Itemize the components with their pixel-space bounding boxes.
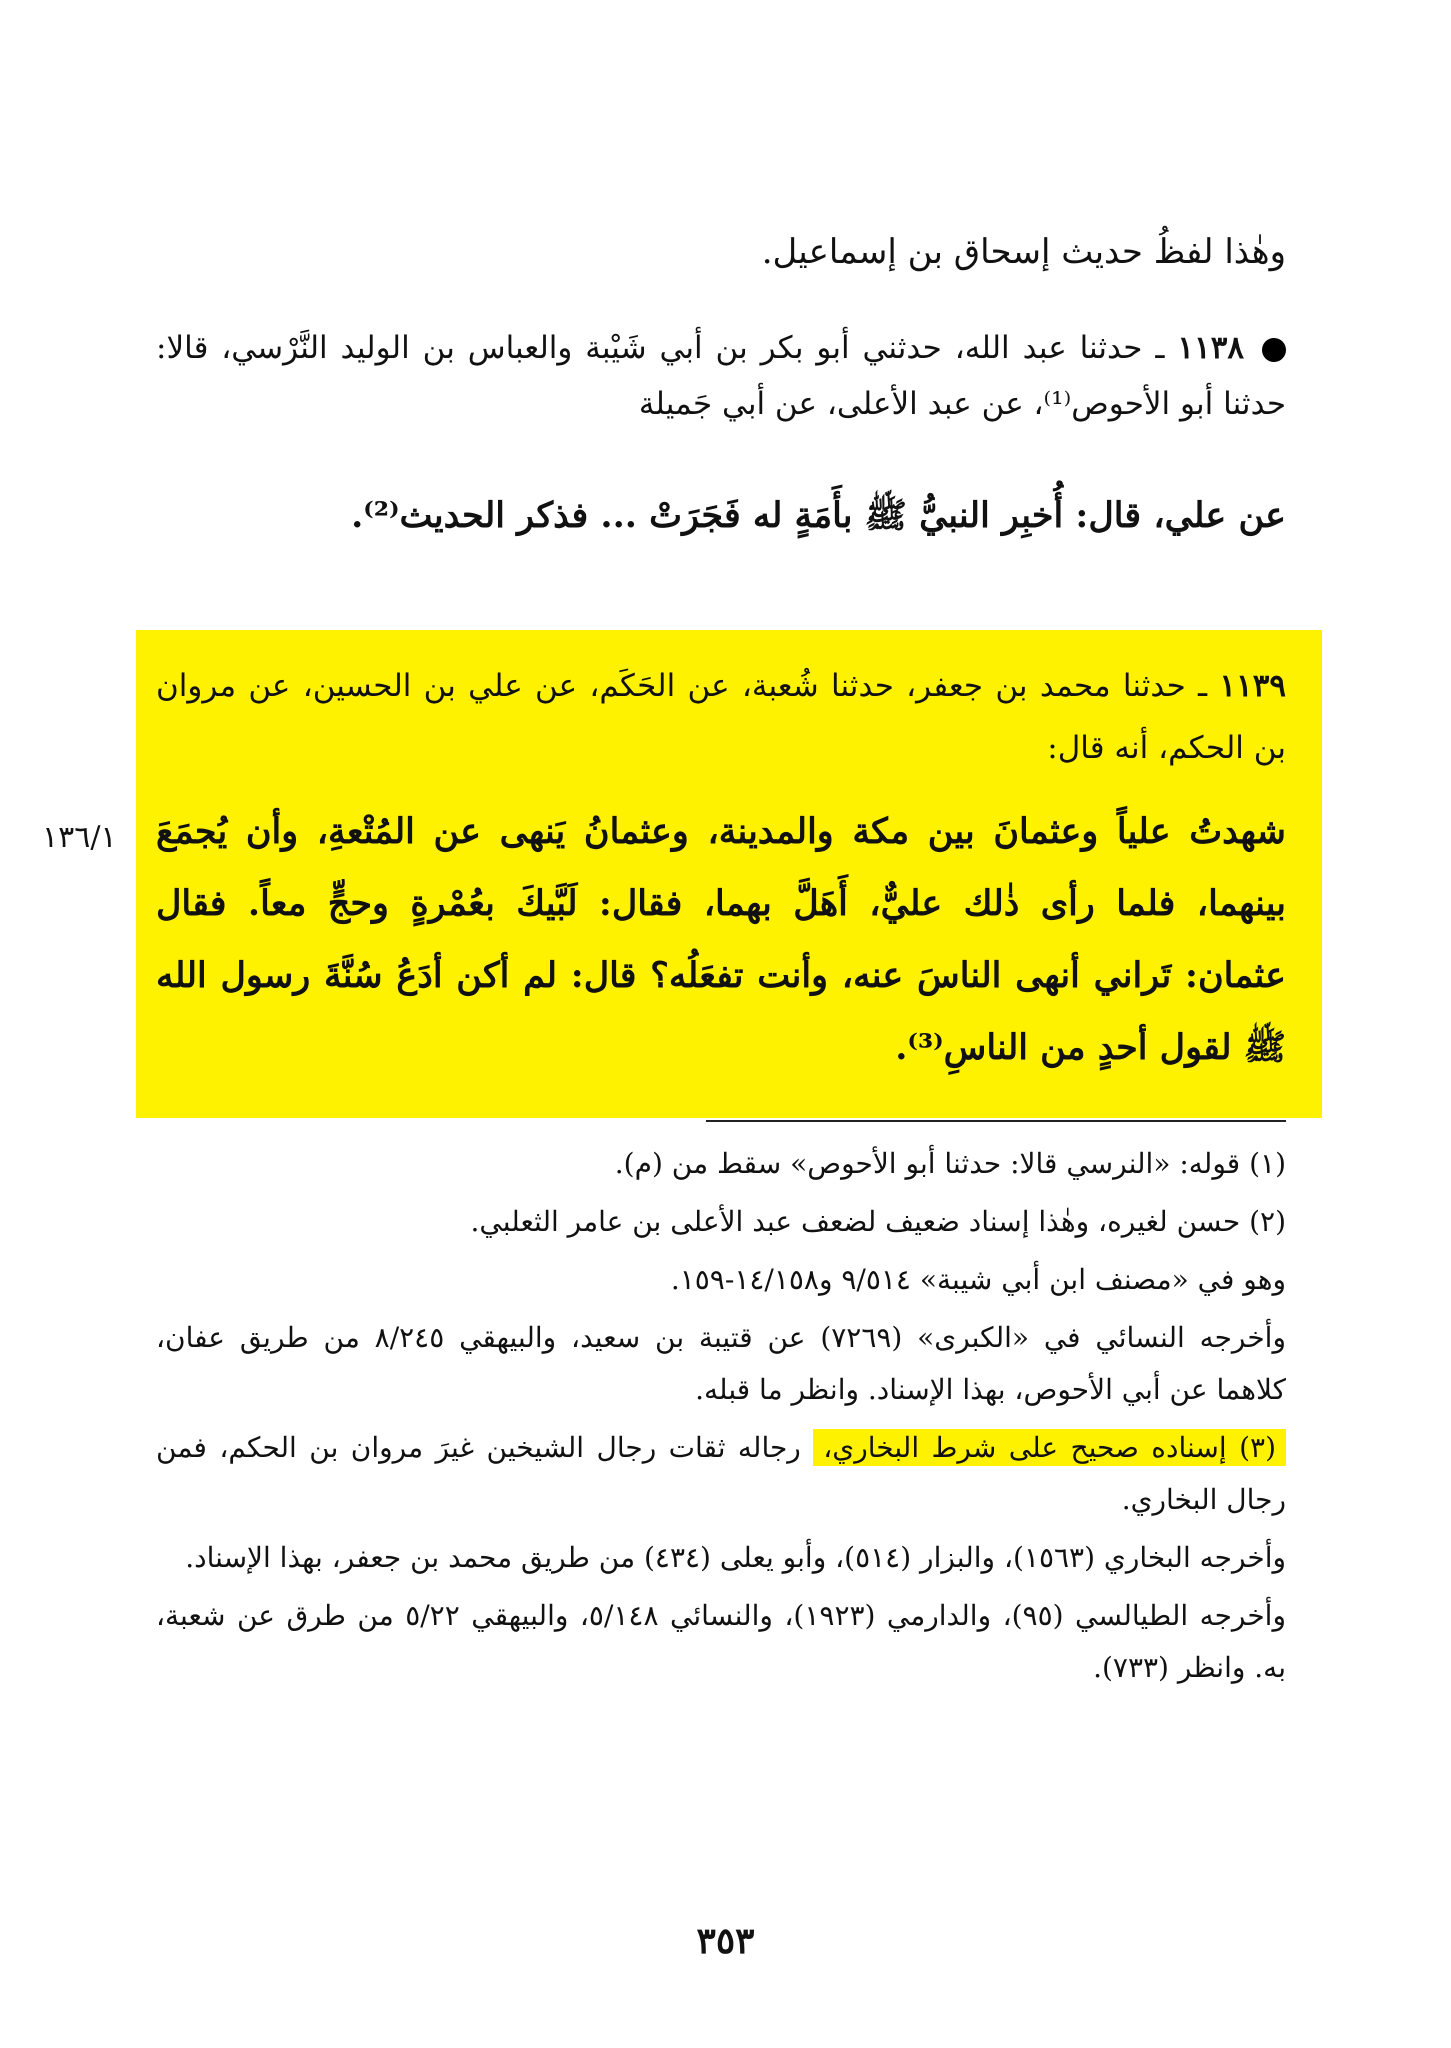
hadith-1139-isnad (156, 655, 1286, 779)
matn-text: شهدتُ علياً وعثمانَ بين مكة والمدينة، وعثمانُ يَنهى عن المُتْعةِ، وأن يُجمَعَ بينهما، فلما رأى ذٰلك عليٌّ، أَهَلَّ بهما، فقال: لَبَّيكَ بعُمْرةٍ وحجٍّ معاً. فقال عثمان: تَراني أنهى الناسَ عنه، وأنت تفعَلُه؟ قال: لم أكن أدَعُ سُنَّةَ رسول الله ﷺ لقول أحدٍ من الناسِ⁽³⁾. (156, 811, 1286, 1068)
footnote-divider (706, 1120, 1286, 1122)
footnote-3c: وأخرجه الطيالسي (٩٥)، والدارمي (١٩٢٣)، والنسائي ٥/١٤٨، والبيهقي ٥/٢٢ من طرق عن شعبة، به. وانظر (٧٣٣). (156, 1599, 1286, 1684)
matn-text: عن علي، قال: أُخبِر النبيُّ ﷺ بأَمَةٍ له فَجَرَتْ ... فذكر الحديث⁽²⁾. (351, 495, 1286, 536)
hadith-number: ١١٣٨ (1177, 330, 1244, 366)
page-number: ٣٥٣ (696, 1920, 755, 1962)
isnad-text: ـ حدثنا محمد بن جعفر، حدثنا شُعبة، عن الحَكَم، عن علي بن الحسين، عن مروان بن الحكم، أنه قال: (156, 668, 1286, 766)
footnote-3a (156, 1422, 1286, 1526)
footnote-3-rest: رجاله ثقات رجال الشيخين غيرَ مروان بن الحكم، فمن رجال البخاري. (156, 1431, 1286, 1516)
bullet-icon (1262, 338, 1286, 362)
margin-reference: ١٣٦/١ (42, 820, 117, 855)
hadith-1139-matn (156, 796, 1286, 1084)
footnote-2a: (٢) حسن لغيره، وهٰذا إسناد ضعيف لضعف عبد الأعلى بن عامر الثعلبي. (470, 1205, 1286, 1238)
footnote-1: (١) قوله: «النرسي قالا: حدثنا أبو الأحوص» سقط من (م). (614, 1147, 1286, 1180)
hadith-1138-isnad (156, 320, 1286, 432)
footnotes (156, 1138, 1286, 1700)
footnote-2b: وهو في «مصنف ابن أبي شيبة» ٩/٥١٤ و١٤/١٥٨-١٥٩. (670, 1263, 1286, 1296)
footnote-3b: وأخرجه البخاري (١٥٦٣)، والبزار (٥١٤)، وأبو يعلى (٤٣٤) من طريق محمد بن جعفر، بهذا الإسناد. (185, 1541, 1286, 1574)
intro-line (156, 222, 1286, 282)
hadith-1138-matn (156, 482, 1286, 550)
footnote-2c: وأخرجه النسائي في «الكبرى» (٧٢٦٩) عن قتيبة بن سعيد، والبيهقي ٨/٢٤٥ من طريق عفان، كلاهما عن أبي الأحوص، بهذا الإسناد. وانظر ما قبله. (156, 1321, 1286, 1406)
footnote-3-highlight: (٣) إسناده صحيح على شرط البخاري، (813, 1429, 1286, 1466)
intro-text: وهٰذا لفظُ حديث إسحاق بن إسماعيل. (761, 232, 1286, 272)
hadith-number: ١١٣٩ (1219, 668, 1287, 704)
isnad-text: ـ حدثنا عبد الله، حدثني أبو بكر بن أبي شَيْبة والعباس بن الوليد النَّرْسي، قالا: حدثنا أبو الأحوص⁽¹⁾، عن عبد الأعلى، عن أبي جَميلة (156, 330, 1286, 422)
